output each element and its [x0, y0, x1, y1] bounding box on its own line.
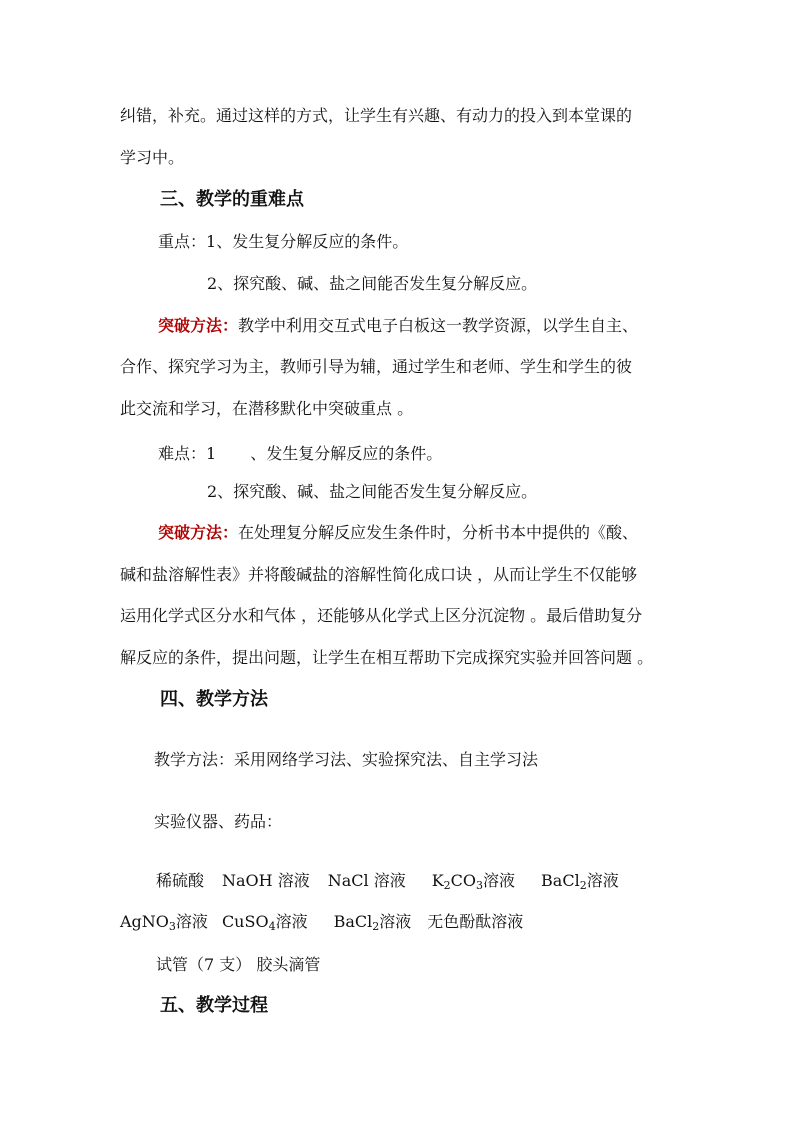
- difficult-point-number: 1: [206, 444, 217, 463]
- reagent-nacl: NaCl 溶液: [327, 871, 406, 890]
- breakthrough-2-line-4: 解反应的条件，提出问题，让学生在相互帮助下完成探究实验并回答问题 。: [120, 648, 654, 667]
- reagent-dilute-sulfuric-acid: 稀硫酸: [156, 871, 205, 890]
- difficult-point-1: [158, 444, 442, 464]
- difficult-point-label: 难点：: [158, 444, 207, 463]
- reagent-bacl2: BaCl$_2$溶液: [541, 871, 619, 892]
- key-point-item-1: 1、发生复分解反应的条件。: [206, 232, 409, 251]
- reagent-agno3: AgNO$_3$溶液: [120, 912, 208, 933]
- reagent-k2co3: $K_2CO_3$溶液: [431, 871, 516, 892]
- reagents-row-1: [156, 871, 619, 891]
- breakthrough-2-text-1: 在处理复分解反应发生条件时，分析书本中提供的《酸、: [238, 523, 639, 542]
- equipment-label: 实验仪器、药品：: [154, 812, 283, 831]
- reagent-cuso4: CuSO$_4$溶液: [221, 912, 308, 933]
- section-3-heading: 三、教学的重难点: [160, 189, 304, 210]
- breakthrough-2-label: 突破方法：: [158, 523, 239, 542]
- reagents-row-2: [120, 912, 523, 932]
- section-5-heading: 五、教学过程: [160, 995, 268, 1016]
- tools-line: 试管（7 支） 胶头滴管: [156, 955, 321, 974]
- reagent-phenolphthalein: 无色酚酞溶液: [427, 912, 524, 931]
- breakthrough-1-text-1: 教学中利用交互式电子白板这一教学资源，以学生自主、: [238, 316, 639, 335]
- difficult-point-2: 2、探究酸、碱、盐之间能否发生复分解反应。: [207, 482, 538, 501]
- breakthrough-1-line-3: 此交流和学习，在潜移默化中突破重点 。: [120, 399, 414, 418]
- reagent-naoh: NaOH 溶液: [222, 871, 310, 890]
- reagent-bacl2-2: BaCl$_2$溶液: [333, 912, 412, 933]
- breakthrough-2-line-2: 碱和盐溶解性表》并将酸碱盐的溶解性简化成口诀 ，从而让学生不仅能够: [120, 565, 638, 584]
- difficult-point-text: 、发生复分解反应的条件。: [250, 444, 443, 463]
- key-point-label: 重点：: [158, 232, 207, 251]
- teaching-methods: 教学方法：采用网络学习法、实验探究法、自主学习法: [154, 750, 539, 769]
- key-point-1: [158, 232, 408, 252]
- breakthrough-1-label: 突破方法：: [158, 316, 239, 335]
- section-4-heading: 四、教学方法: [160, 689, 268, 710]
- intro-line-2: 学习中。: [120, 148, 185, 167]
- breakthrough-2-line-1: [158, 523, 638, 543]
- breakthrough-2-line-3: 运用化学式区分水和气体 ，还能够从化学式上区分沉淀物 。最后借助复分: [120, 606, 643, 625]
- intro-line-1: 纠错，补充。通过这样的方式，让学生有兴趣、有动力的投入到本堂课的: [120, 106, 633, 125]
- breakthrough-1-line-1: [158, 316, 638, 336]
- breakthrough-1-line-2: 合作、探究学习为主，教师引导为辅，通过学生和老师、学生和学生的彼: [120, 357, 633, 376]
- key-point-2: 2、探究酸、碱、盐之间能否发生复分解反应。: [207, 274, 538, 293]
